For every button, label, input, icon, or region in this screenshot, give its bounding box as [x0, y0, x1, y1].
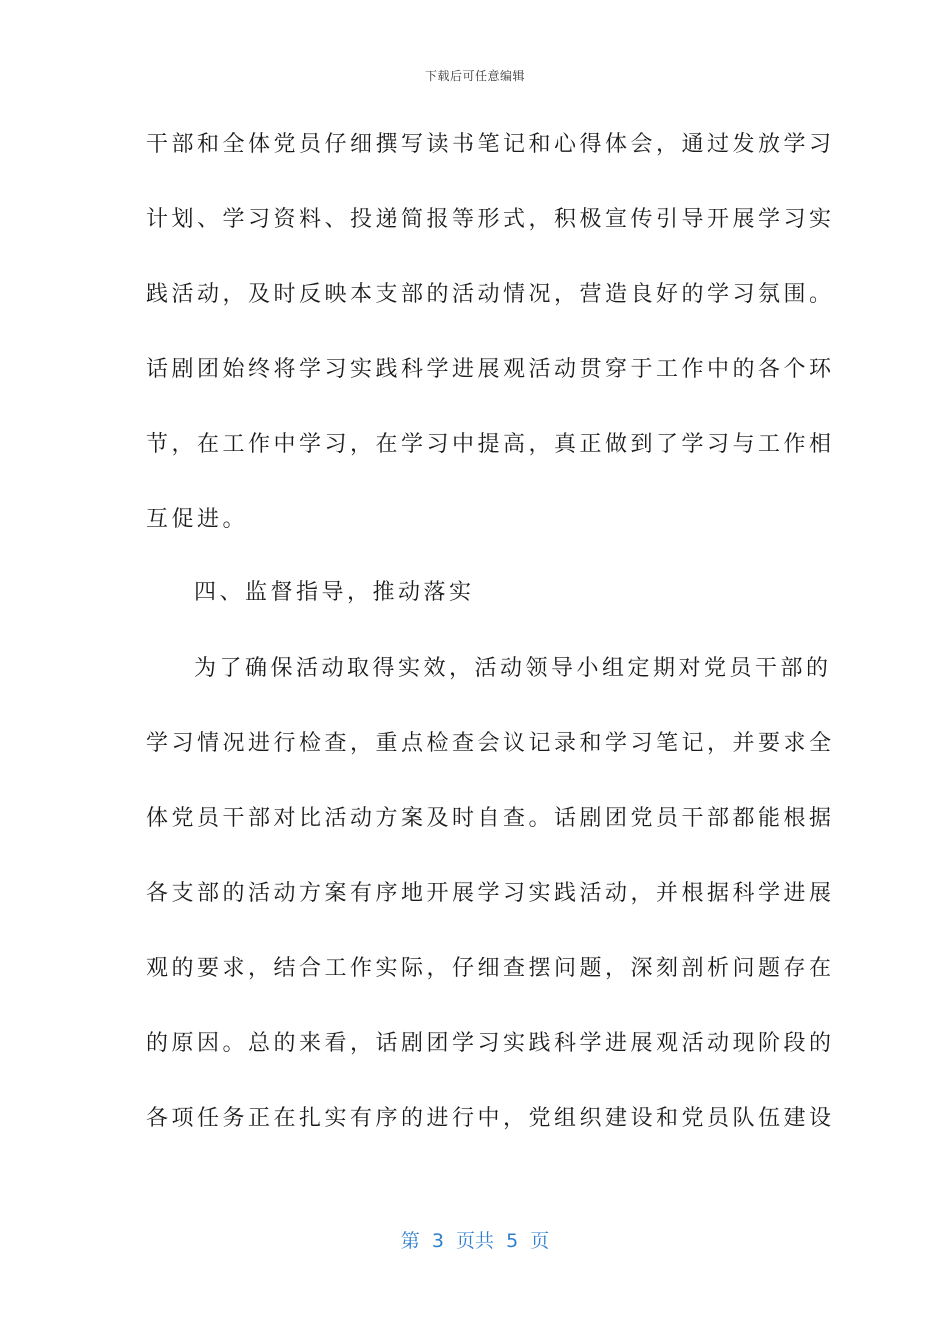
section-heading: 四、监督指导，推动落实 [194, 580, 475, 605]
body-line: 为了确保活动取得实效，活动领导小组定期对党员干部的 [194, 656, 832, 681]
body-line: 观的要求，结合工作实际，仔细查摆问题，深刻剖析问题存在 [146, 956, 835, 981]
body-line: 各项任务正在扎实有序的进行中，党组织建设和党员队伍建设 [146, 1106, 835, 1131]
body-line: 话剧团始终将学习实践科学进展观活动贯穿于工作中的各个环 [146, 357, 835, 382]
body-line: 计划、学习资料、投递简报等形式，积极宣传引导开展学习实 [146, 207, 835, 232]
body-line: 的原因。总的来看，话剧团学习实践科学进展观活动现阶段的 [146, 1031, 835, 1056]
body-line: 践活动，及时反映本支部的活动情况，营造良好的学习氛围。 [146, 282, 835, 307]
body-line: 体党员干部对比活动方案及时自查。话剧团党员干部都能根据 [146, 806, 835, 831]
body-line: 互促进。 [146, 507, 249, 532]
header-note: 下载后可任意编辑 [424, 69, 525, 83]
body-line: 节，在工作中学习，在学习中提高，真正做到了学习与工作相 [146, 432, 835, 457]
body-line: 学习情况进行检查，重点检查会议记录和学习笔记，并要求全 [146, 731, 835, 756]
page-number: 第 3 页共 5 页 [400, 1230, 550, 1252]
body-line: 干部和全体党员仔细撰写读书笔记和心得体会，通过发放学习 [146, 132, 835, 157]
body-line: 各支部的活动方案有序地开展学习实践活动，并根据科学进展 [146, 881, 835, 906]
